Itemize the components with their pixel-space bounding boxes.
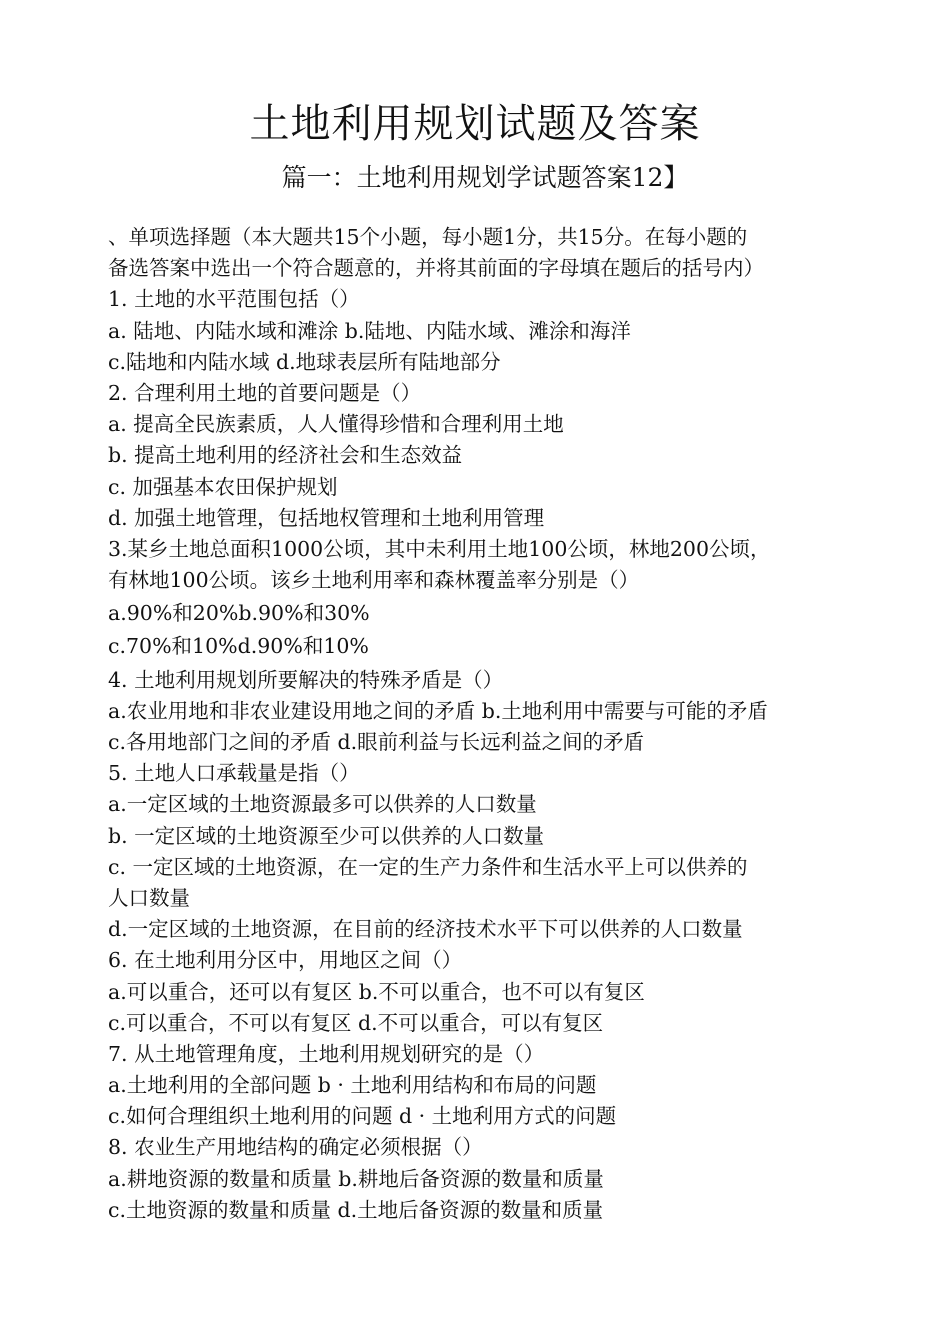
question-1-option: c.陆地和内陆水域 d.地球表层所有陆地部分: [108, 349, 501, 374]
question-3-stem: 3.某乡土地总面积1000公顷，其中未利用土地100公顷，林地200公顷，: [108, 536, 771, 561]
question-3-stem: 有林地100公顷。该乡土地利用率和森林覆盖率分别是（）: [108, 568, 640, 593]
question-2-option: d. 加强土地管理，包括地权管理和土地利用管理: [108, 505, 545, 530]
question-1-option: a. 陆地、内陆水域和滩涂 b.陆地、内陆水域、滩涂和海洋: [108, 318, 631, 343]
question-6-option: c.可以重合，不可以有复区 d.不可以重合，可以有复区: [108, 1010, 604, 1035]
question-5-option: a.一定区域的土地资源最多可以供养的人口数量: [108, 792, 537, 817]
question-3-option: a.90%和20%b.90%和30%: [108, 601, 370, 626]
question-4-option: c.各用地部门之间的矛盾 d.眼前利益与长远利益之间的矛盾: [108, 730, 645, 754]
question-7-stem: 7. 从土地管理角度，土地利用规划研究的是（）: [108, 1041, 545, 1066]
question-5-stem: 5. 土地人口承载量是指（）: [108, 761, 360, 786]
intro-line: 备选答案中选出一个符合题意的，并将其前面的字母填在题后的括号内）: [108, 256, 764, 281]
intro-line: 、单项选择题（本大题共15个小题，每小题1分，共15分。在每小题的: [108, 225, 748, 249]
document-title: 土地利用规划试题及答案: [249, 101, 701, 147]
document-subtitle: 篇一：土地利用规划学试题答案12】: [281, 163, 689, 192]
question-4-stem: 4. 土地利用规划所要解决的特殊矛盾是（）: [108, 667, 504, 692]
question-2-stem: 2. 合理利用土地的首要问题是（）: [108, 380, 422, 405]
question-2-option: b. 提高土地利用的经济社会和生态效益: [108, 443, 463, 468]
question-5-option: d.一定区域的土地资源，在目前的经济技术水平下可以供养的人口数量: [108, 917, 743, 942]
question-1-stem: 1. 土地的水平范围包括（）: [108, 287, 360, 312]
question-4-option: a.农业用地和非农业建设用地之间的矛盾 b.土地利用中需要与可能的矛盾: [108, 698, 768, 723]
question-6-stem: 6. 在土地利用分区中，用地区之间（）: [108, 948, 463, 973]
question-7-option: a.土地利用的全部问题 b · 土地利用结构和布局的问题: [108, 1073, 597, 1098]
question-2-option: a. 提高全民族素质，人人懂得珍惜和合理利用土地: [108, 412, 564, 437]
document-body: [108, 222, 868, 1226]
question-5-option: b. 一定区域的土地资源至少可以供养的人口数量: [108, 823, 545, 848]
question-6-option: a.可以重合，还可以有复区 b.不可以重合，也不可以有复区: [108, 979, 645, 1004]
question-8-option: c.土地资源的数量和质量 d.土地后备资源的数量和质量: [108, 1197, 604, 1222]
question-7-option: c.如何合理组织土地利用的问题 d · 土地利用方式的问题: [108, 1104, 617, 1129]
question-5-option: c. 一定区域的土地资源，在一定的生产力条件和生活水平上可以供养的: [108, 854, 748, 879]
question-5-option: 人口数量: [108, 885, 190, 910]
question-2-option: c. 加强基本农田保护规划: [108, 474, 338, 499]
question-8-option: a.耕地资源的数量和质量 b.耕地后备资源的数量和质量: [108, 1166, 604, 1191]
question-8-stem: 8. 农业生产用地结构的确定必须根据（）: [108, 1135, 483, 1160]
question-3-option: c.70%和10%d.90%和10%: [108, 634, 369, 659]
